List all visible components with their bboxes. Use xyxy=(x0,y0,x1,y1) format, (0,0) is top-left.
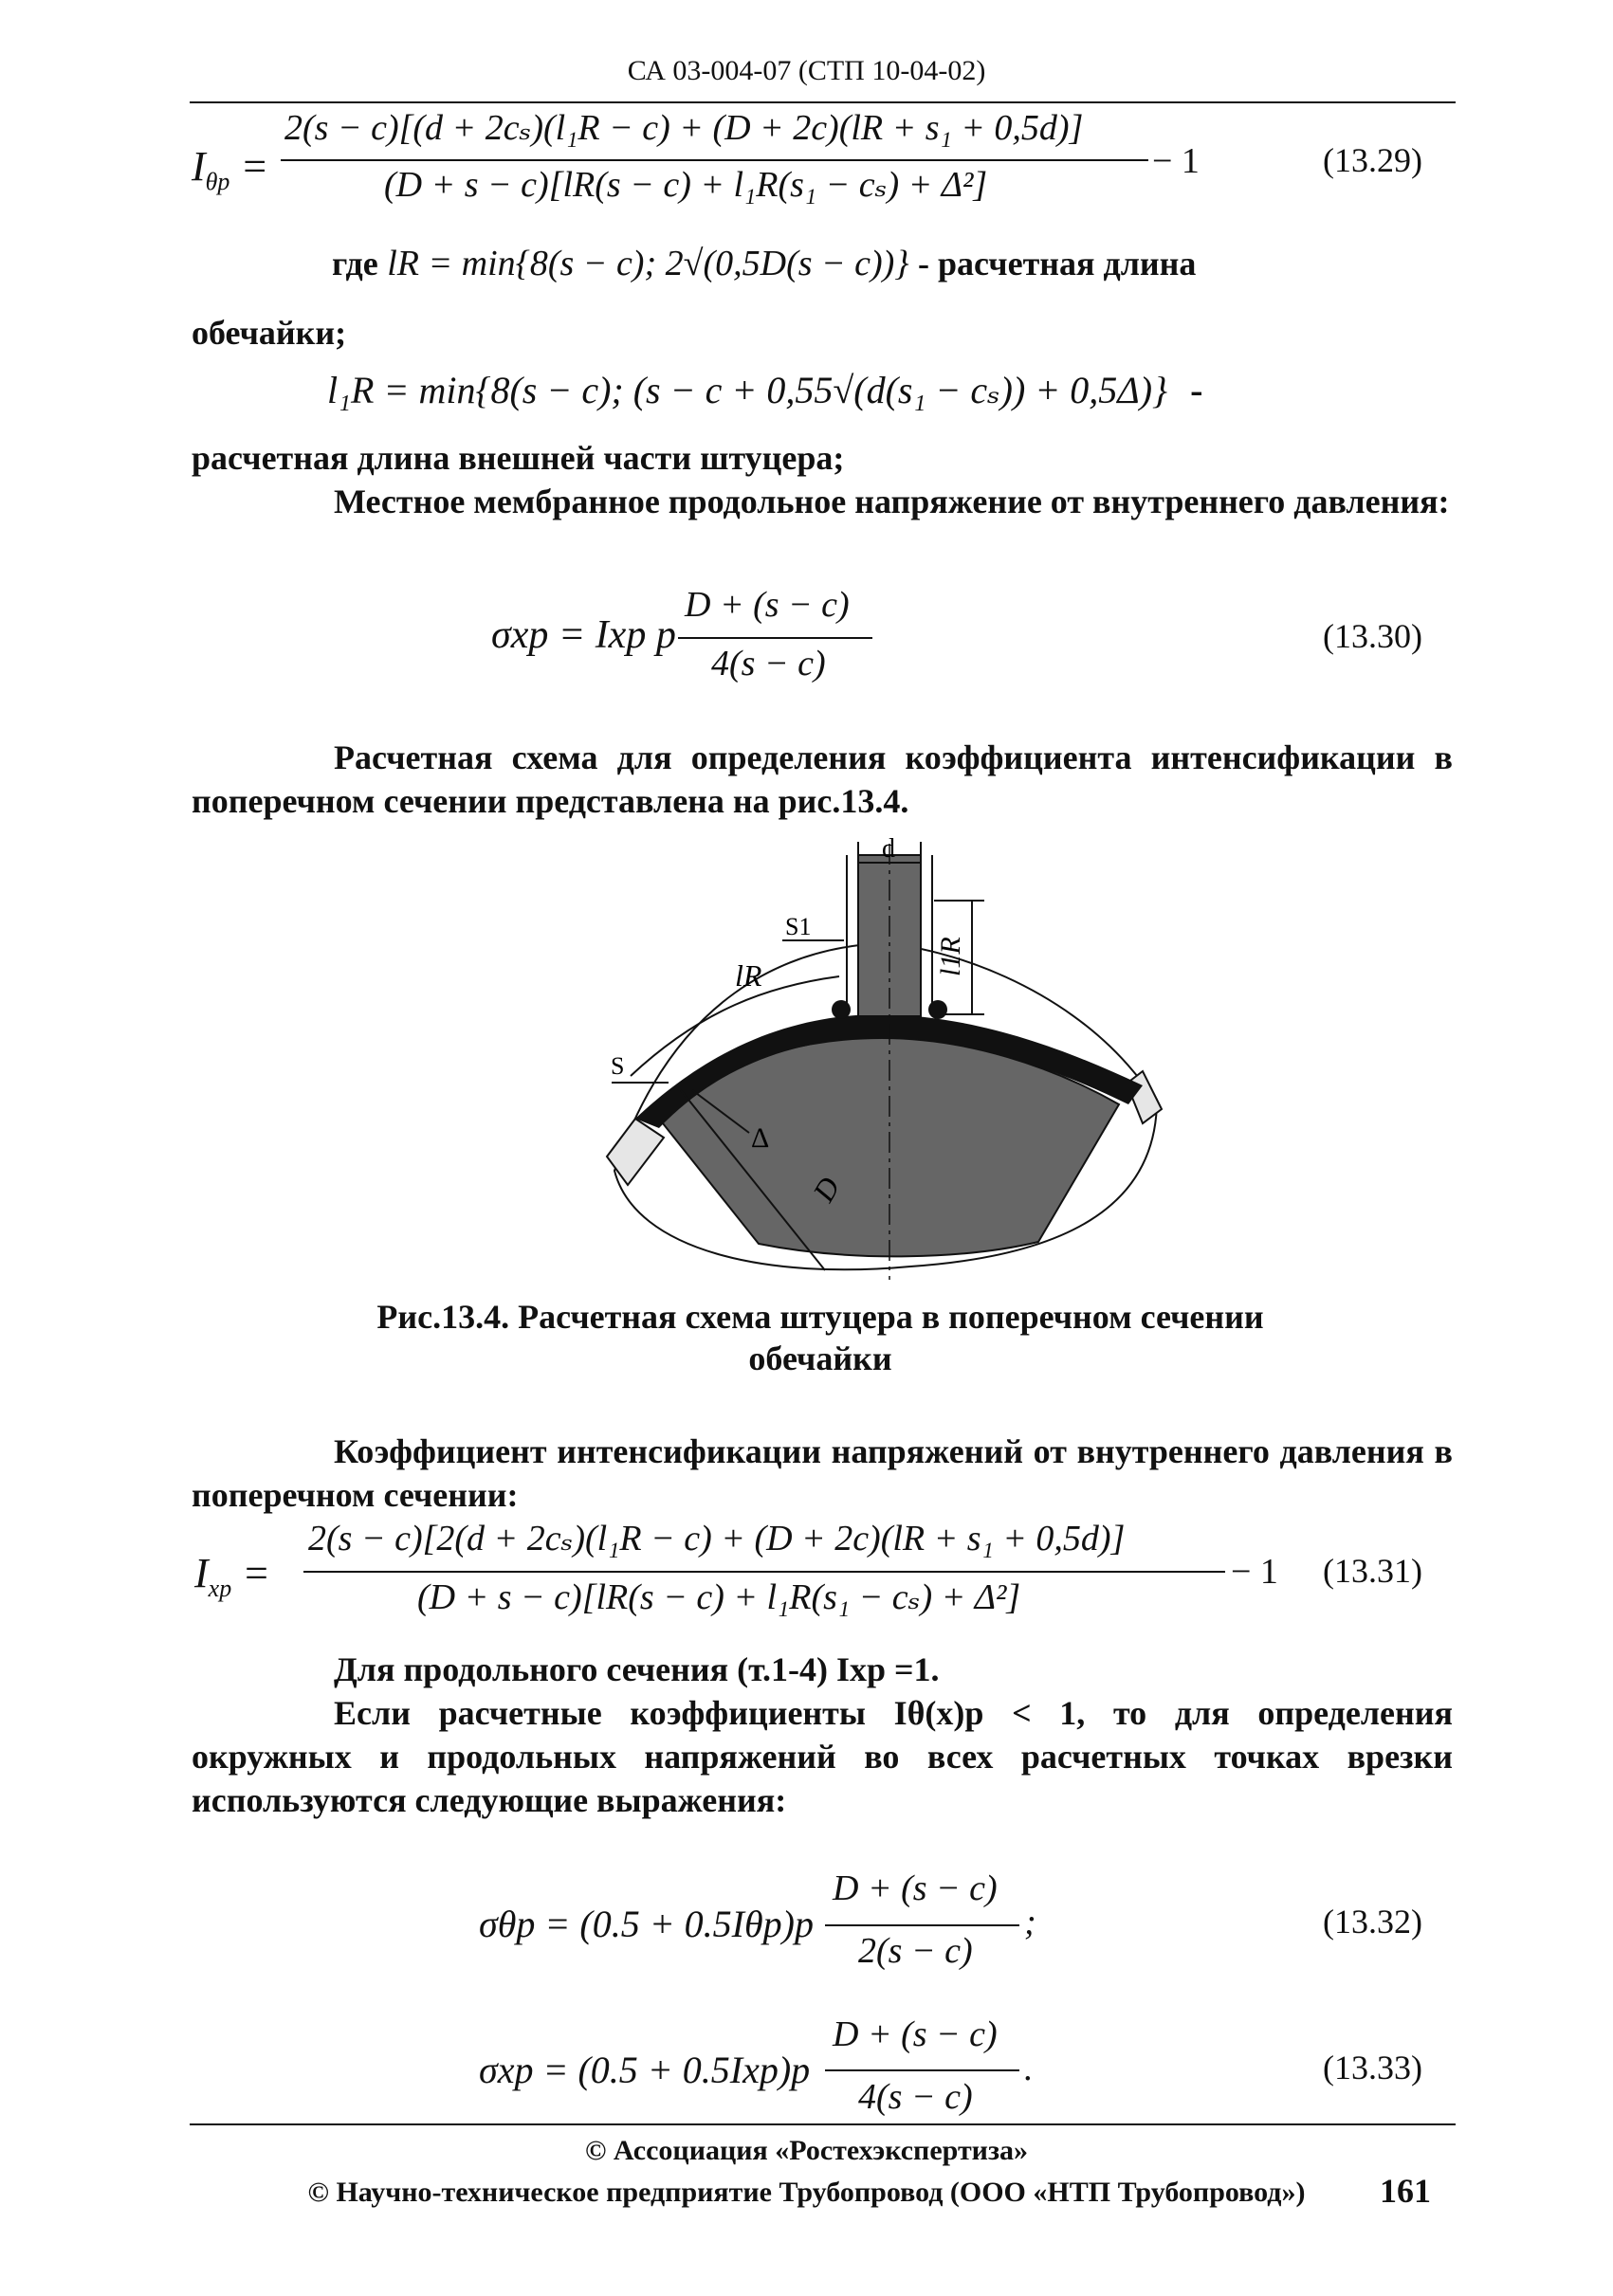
label-s: S xyxy=(611,1052,625,1080)
eq-13-29-number: (13.29) xyxy=(1323,141,1422,179)
page-number: 161 xyxy=(1380,2172,1431,2210)
eq-13-33-numerator: D + (s − c) xyxy=(833,2014,998,2054)
condition-paragraph: Если расчетные коэффициенты Iθ(x)p < 1, то для определения окружных и продольных напряжений во всех расчетных точках врезки используются следующие выражения: xyxy=(192,1694,1453,1819)
weld-right xyxy=(928,1000,947,1019)
eq-13-31-number: (13.31) xyxy=(1323,1552,1422,1590)
document-code: СА 03-004-07 (СТП 10-04-02) xyxy=(627,55,986,86)
eq-13-30-lhs: σxp = Ixp p xyxy=(491,613,676,657)
l1r-description: расчетная длина внешней части штуцера; xyxy=(192,439,845,477)
figure-caption-line2: обечайки xyxy=(748,1339,892,1377)
eq-13-32-denominator: 2(s − c) xyxy=(858,1931,973,1971)
eq-13-32-numerator: D + (s − c) xyxy=(833,1868,998,1908)
coefficient-paragraph: Коэффициент интенсификации напряжений от внутреннего давления в поперечном сечении: xyxy=(192,1432,1453,1514)
eq-13-30-numerator: D + (s − c) xyxy=(685,585,850,625)
eq-13-30-fraction-bar xyxy=(678,637,872,639)
eq-13-32-fraction-bar xyxy=(825,1924,1019,1926)
eq-13-32-number: (13.32) xyxy=(1323,1903,1422,1941)
weld-left xyxy=(832,1000,851,1019)
eq-13-29-lhs: $I_{\theta p}$ = xyxy=(192,143,269,195)
label-lr: lR xyxy=(735,958,762,993)
label-D: D xyxy=(805,1171,847,1208)
eq-13-33-tail: . xyxy=(1024,2049,1034,2088)
figure-13-4 xyxy=(569,834,1214,1280)
eq-13-31-numerator: 2(s − c)[2(d + 2cₛ)(l₁R − c) + (D + 2c)(lR + s₁ + 0,5d)] xyxy=(308,1519,1126,1558)
l1r-definition: l₁R = min{8(s − c); (s − c + 0,55√(d(s₁ − cₛ)) + 0,5Δ)} - xyxy=(327,369,1203,411)
eq-13-33-fraction-bar xyxy=(825,2069,1019,2071)
eq-13-29-denominator: (D + s − c)[lR(s − c) + l₁R(s₁ − cₛ) + Δ²] xyxy=(384,165,988,205)
lr-definition: где lR = min{8(s − c); 2√(0,5D(s − c))} - расчетная длина xyxy=(332,244,1197,283)
footer-association: © Ассоциация «Ростехэкспертиза» xyxy=(584,2135,1029,2166)
eq-13-31-minus-one: − 1 xyxy=(1231,1552,1278,1592)
label-delta: Δ xyxy=(751,1122,770,1154)
eq-13-33-number: (13.33) xyxy=(1323,2049,1422,2086)
eq-13-33-denominator: 4(s − c) xyxy=(858,2077,973,2117)
label-l1r: l1R xyxy=(935,937,966,976)
eq-13-32-lhs: σθp = (0.5 + 0.5Iθp)p xyxy=(479,1903,814,1945)
eq-13-30-number: (13.30) xyxy=(1323,617,1422,655)
figure-caption-line1: Рис.13.4. Расчетная схема штуцера в поперечном сечении xyxy=(376,1298,1264,1336)
eq-13-31-denominator: (D + s − c)[lR(s − c) + l₁R(s₁ − cₛ) + Δ²] xyxy=(417,1577,1021,1617)
longitudinal-paragraph: Для продольного сечения (т.1-4) Ixp =1. xyxy=(334,1650,940,1688)
eq-13-29-numerator: 2(s − c)[(d + 2cₛ)(l₁R − c) + (D + 2c)(lR + s₁ + 0,5d)] xyxy=(284,108,1084,148)
eq-13-32-tail: ; xyxy=(1024,1903,1036,1942)
eq-13-31-fraction-bar xyxy=(303,1571,1225,1573)
eq-13-31-lhs: $I_{xp}$ = xyxy=(194,1550,270,1602)
local-stress-paragraph: Местное мембранное продольное напряжение от внутреннего давления: xyxy=(334,483,1450,520)
scheme-paragraph: Расчетная схема для определения коэффициента интенсификации в поперечном сечении представлена на рис.13.4. xyxy=(192,738,1453,820)
header-rule xyxy=(190,101,1456,103)
footer-enterprise: © Научно-техническое предприятие Трубопровод (ООО «НТП Трубопровод») xyxy=(307,2177,1306,2208)
label-d: d xyxy=(882,834,895,864)
lr-definition-tail: обечайки; xyxy=(192,314,347,352)
eq-13-29-minus-one: − 1 xyxy=(1152,141,1200,181)
eq-13-29-fraction-bar xyxy=(281,159,1148,161)
footer-rule xyxy=(190,2123,1456,2125)
eq-13-33-lhs: σxp = (0.5 + 0.5Ixp)p xyxy=(479,2049,811,2091)
eq-13-30-denominator: 4(s − c) xyxy=(711,644,826,683)
label-s1: S1 xyxy=(785,913,812,940)
